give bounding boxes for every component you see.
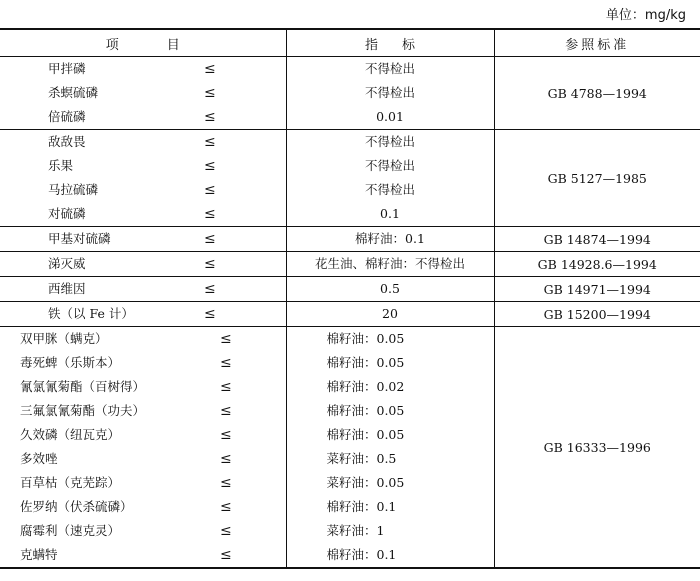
item-line <box>0 519 286 543</box>
item-line <box>0 57 286 81</box>
item-name: 毒死蜱（乐斯本） <box>20 355 121 370</box>
table-row <box>0 327 700 569</box>
leq-symbol: ≤ <box>220 403 232 419</box>
limit-value: 棉籽油：0.05 <box>326 331 405 346</box>
unit-label: 单位：mg/kg <box>605 8 686 23</box>
item-cell <box>0 327 286 569</box>
limit-value: 棉籽油：0.05 <box>326 403 405 418</box>
limit-value: 0.01 <box>376 109 404 124</box>
limit-value: 棉籽油：0.02 <box>326 379 405 394</box>
residue-limits-table <box>0 28 700 569</box>
leq-symbol: ≤ <box>220 331 232 347</box>
index-cell <box>286 252 494 277</box>
limit-value: 0.1 <box>380 206 400 221</box>
item-name: 腐霉利（速克灵） <box>20 523 121 538</box>
item-line <box>0 351 286 375</box>
leq-symbol: ≤ <box>204 231 216 247</box>
item-name: 涕灭威 <box>48 256 86 271</box>
header-standard: 参照标准 <box>494 29 700 57</box>
item-name: 西维因 <box>48 281 86 296</box>
item-name: 三氟氯氰菊酯（功夫） <box>20 403 146 418</box>
item-name: 双甲脒（螨克） <box>20 331 108 346</box>
item-name: 佐罗纳（伏杀硫磷） <box>20 499 133 514</box>
leq-symbol: ≤ <box>204 182 216 198</box>
standard-cell: GB 14928.6—1994 <box>494 252 700 277</box>
item-line <box>0 327 286 351</box>
item-name: 甲拌磷 <box>48 61 86 76</box>
leq-symbol: ≤ <box>204 306 216 322</box>
leq-symbol: ≤ <box>220 475 232 491</box>
limit-value: 棉籽油：0.05 <box>326 427 405 442</box>
limit-value: 不得检出 <box>364 158 415 173</box>
item-name: 杀螟硫磷 <box>48 85 99 100</box>
limit-value: 菜籽油：0.5 <box>326 451 397 466</box>
item-name: 敌敌畏 <box>48 134 86 149</box>
item-cell <box>0 227 286 252</box>
item-cell <box>0 130 286 227</box>
leq-symbol: ≤ <box>220 427 232 443</box>
index-cell <box>286 277 494 302</box>
table-row <box>0 227 700 252</box>
item-cell <box>0 277 286 302</box>
header-row <box>0 29 700 57</box>
item-line <box>0 375 286 399</box>
standard-cell: GB 14971—1994 <box>494 277 700 302</box>
limit-value: 菜籽油：0.05 <box>326 475 405 490</box>
item-name: 铁（以 Fe 计） <box>48 306 134 321</box>
leq-symbol: ≤ <box>204 281 216 297</box>
item-name: 多效唑 <box>20 451 58 466</box>
item-line <box>0 423 286 447</box>
limit-value: 棉籽油：0.05 <box>326 355 405 370</box>
item-name: 乐果 <box>48 158 74 173</box>
standard-cell: GB 5127—1985 <box>494 130 700 227</box>
leq-symbol: ≤ <box>220 451 232 467</box>
leq-symbol: ≤ <box>220 379 232 395</box>
standard-cell: GB 14874—1994 <box>494 227 700 252</box>
item-name: 马拉硫磷 <box>48 182 99 197</box>
item-line <box>0 495 286 519</box>
item-name: 对硫磷 <box>48 206 86 221</box>
index-cell <box>286 227 494 252</box>
leq-symbol: ≤ <box>204 256 216 272</box>
leq-symbol: ≤ <box>204 134 216 150</box>
item-cell <box>0 57 286 130</box>
leq-symbol: ≤ <box>220 499 232 515</box>
limit-value: 花生油、棉籽油：不得检出 <box>314 256 465 271</box>
item-line <box>0 543 286 567</box>
item-cell <box>0 252 286 277</box>
leq-symbol: ≤ <box>220 355 232 371</box>
limit-value: 20 <box>382 306 398 321</box>
leq-symbol: ≤ <box>204 109 216 125</box>
item-name: 氰氯氰菊酯（百树得） <box>20 379 146 394</box>
item-line <box>0 471 286 495</box>
limit-value: 不得检出 <box>364 182 415 197</box>
leq-symbol: ≤ <box>204 158 216 174</box>
table-row <box>0 130 700 227</box>
limit-value: 菜籽油：1 <box>326 523 385 538</box>
item-line <box>0 252 286 276</box>
item-name: 百草枯（克芜踪） <box>20 475 121 490</box>
limit-value: 棉籽油：0.1 <box>326 499 397 514</box>
item-line <box>0 302 286 326</box>
item-line <box>0 399 286 423</box>
item-line <box>0 202 286 226</box>
item-line <box>0 447 286 471</box>
limit-value: 不得检出 <box>364 85 415 100</box>
table-row <box>0 57 700 130</box>
standard-cell: GB 16333—1996 <box>494 327 700 569</box>
standard-cell: GB 4788—1994 <box>494 57 700 130</box>
limit-value: 棉籽油：0.1 <box>355 231 425 246</box>
standard-cell: GB 15200—1994 <box>494 302 700 327</box>
limit-value: 棉籽油：0.1 <box>326 547 397 562</box>
limit-value: 0.5 <box>380 281 400 296</box>
item-line <box>0 130 286 154</box>
header-index: 指标 <box>286 29 494 57</box>
item-line <box>0 277 286 301</box>
table-row <box>0 252 700 277</box>
leq-symbol: ≤ <box>220 523 232 539</box>
index-cell <box>286 130 494 227</box>
item-name: 久效磷（纽瓦克） <box>20 427 121 442</box>
item-line <box>0 227 286 251</box>
leq-symbol: ≤ <box>204 85 216 101</box>
leq-symbol: ≤ <box>204 206 216 222</box>
index-cell <box>286 327 494 569</box>
item-line <box>0 178 286 202</box>
leq-symbol: ≤ <box>220 547 232 563</box>
item-cell <box>0 302 286 327</box>
item-line <box>0 105 286 129</box>
item-line <box>0 154 286 178</box>
index-cell <box>286 302 494 327</box>
header-item: 项目 <box>0 29 286 57</box>
index-cell <box>286 57 494 130</box>
item-name: 倍硫磷 <box>48 109 86 124</box>
table-row <box>0 277 700 302</box>
table-row <box>0 302 700 327</box>
leq-symbol: ≤ <box>204 61 216 77</box>
item-line <box>0 81 286 105</box>
item-name: 克螨特 <box>20 547 58 562</box>
item-name: 甲基对硫磷 <box>48 231 111 246</box>
limit-value: 不得检出 <box>364 61 415 76</box>
limit-value: 不得检出 <box>364 134 415 149</box>
